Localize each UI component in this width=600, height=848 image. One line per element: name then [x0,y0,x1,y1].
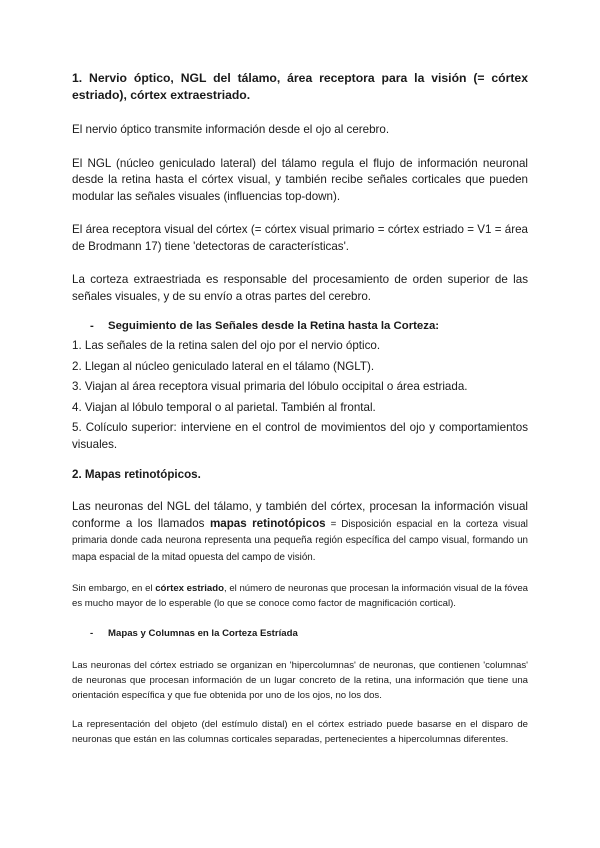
section-heading-2: 2. Mapas retinotópicos. [72,468,201,481]
bold-term-cortex: córtex estriado [155,582,224,594]
paragraph-ngl: El NGL (núcleo geniculado lateral) del tálamo regula el flujo de información neuronal desde la retina hasta el córtex visual, y también recibe señales corticales que pueden modular las señales visuales (influencias top-down). [72,156,528,203]
steps-list [72,338,528,453]
bullet-mapas-columnas [72,627,528,641]
section-heading-1: 1. Nervio óptico, NGL del tálamo, área receptora para la visión (= córtex estriado), córtex extraestriado. [72,71,528,102]
paragraph-columnas: Las neuronas del córtex estriado se organizan en 'hipercolumnas' de neuronas, que contienen 'columnas' de neuronas que procesan información de un lugar concreto de la retina, una información que tiene una orientación específica y que fue obtenida por uno de los ojos, no los dos. [72,660,528,702]
list-item: 2. Llegan al núcleo geniculado lateral en el tálamo (NGLT). [72,359,375,373]
paragraph-corteza-extraestriada: La corteza extraestriada es responsable del procesamiento de orden superior de las señales visuales, y de su envío a otras partes del cerebro. [72,273,528,303]
document-page [72,70,528,747]
list-item: 3. Viajan al área receptora visual primaria del lóbulo occipital o área estriada. [72,380,468,393]
bullet-dash: - [90,320,94,332]
bullet-seguimiento [72,318,528,334]
paragraph-representacion: La representación del objeto (del estímulo distal) en el córtex estriado puede basarse en el disparo de neuronas que están en las columnas corticales separadas, pertenecientes a hipercolumnas diferentes. [72,718,528,745]
paragraph-area-receptora: El área receptora visual del córtex (= córtex visual primario = córtex estriado = V1 = área de Brodmann 17) tiene 'detectoras de características'. [72,223,528,253]
paragraph-nervio-optico: El nervio óptico transmite información desde el ojo al cerebro. [72,123,390,136]
paragraph-sin-embargo: Sin embargo, en el córtex estriado, el número de neuronas que procesan la información visual de la fóvea es mucho mayor de lo esperable (lo que se conoce como factor de magnificación cortical). [72,582,528,609]
list-item: 4. Viajan al lóbulo temporal o al parietal. También al frontal. [72,400,376,414]
list-item: 5. Colículo superior: interviene en el control de movimientos del ojo y comportamientos visuales. [72,421,528,451]
bullet-seguimiento-text: Seguimiento de las Señales desde la Retina hasta la Corteza: [108,320,440,332]
bullet-dash: - [90,628,94,640]
list-item: 1. Las señales de la retina salen del ojo por el nervio óptico. [72,339,381,352]
bold-term-mapas: mapas retinotópicos [209,516,326,530]
paragraph-mapas: Las neuronas del NGL del tálamo, y también del córtex, procesan la información visual conforme a los llamados mapas retinotópicos = Disposición espacial en la corteza visual primaria donde cada neurona representa una pequeña región específica del campo visual, formando un mapa espacial de la mitad opuesta del campo de visión. [72,500,528,564]
bullet-mapas-columnas-text: Mapas y Columnas en la Corteza Estríada [108,628,298,640]
